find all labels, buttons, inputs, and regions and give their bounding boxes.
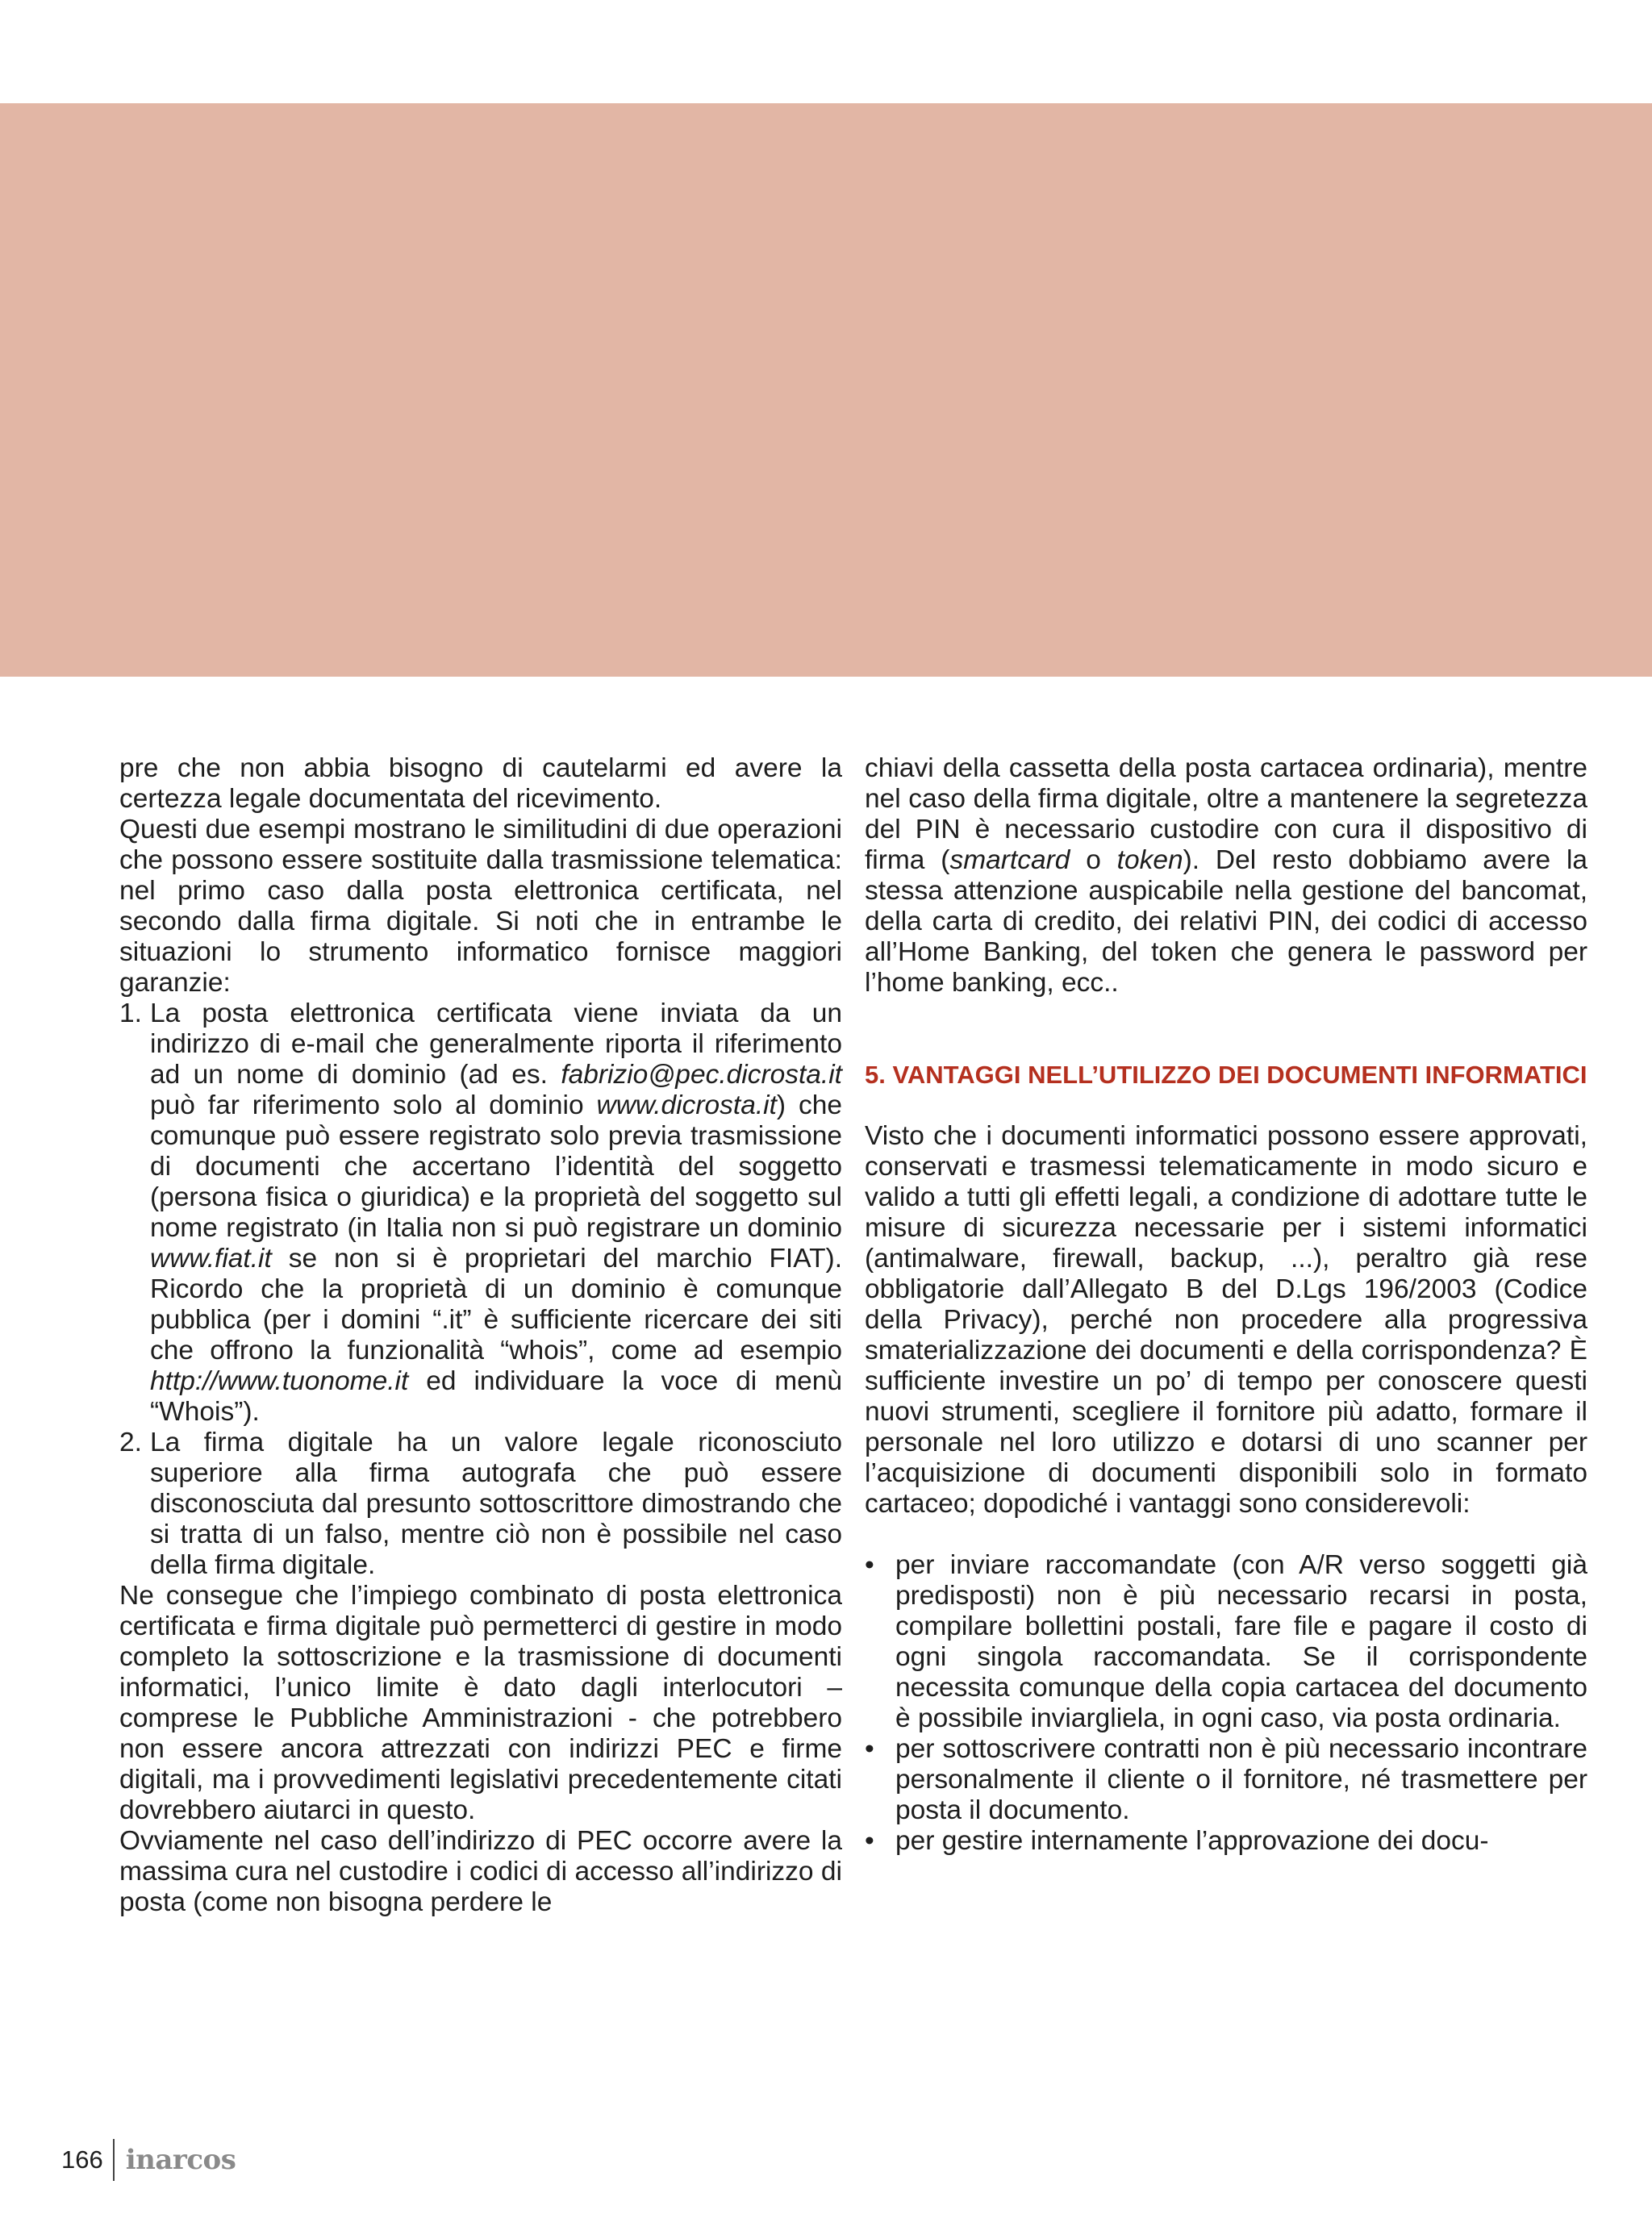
domain-example: www.dicrosta.it (596, 1090, 777, 1120)
item-text: se non si è proprietari del marchio FIAT). Ricordo che la proprietà di un dominio è comunque pubblica (per i domini “.it” è sufficiente ricercare dei siti che offrono la funzionalità “whois”, come ad esempio (150, 1244, 842, 1365)
numbered-list (119, 999, 842, 1581)
list-item (865, 1550, 1587, 1734)
paragraph-text: chiavi della cassetta della posta cartacea ordinaria), mentre nel caso della firma digitale, oltre a mantenere la segretezza del PIN è necessario custodire con cura il dispositivo di firma ( (865, 753, 1587, 875)
bullet-text: per sottoscrivere contratti non è più necessario incontrare personalmente il cliente o il fornitore, né trasmettere per posta il documento. (895, 1734, 1587, 1825)
bullet-text: per gestire internamente l’approvazione dei docu- (895, 1826, 1489, 1856)
paragraph-continuation (865, 753, 1587, 999)
paragraph-pec-care: Ovviamente nel caso dell’indirizzo di PEC occorre avere la massima cura nel custodire i codici di accesso all’indirizzo di posta (come non bisogna perdere le (119, 1826, 842, 1917)
list-marker: 1. (119, 999, 142, 1028)
brand-logo: inarcos (125, 2144, 236, 2176)
item-text: può far riferimento solo al dominio (150, 1090, 597, 1120)
list-item (865, 1734, 1587, 1826)
paragraph-examples: Questi due esempi mostrano le similitudini di due operazioni che possono essere sostituite dalla trasmissione telematica: nel primo caso dalla posta elettronica certificata, nel secondo dalla firma digitale. Si noti che in entrambe le situazioni lo strumento informatico fornisce maggiori garanzie: (119, 815, 842, 998)
list-marker: 2. (119, 1428, 142, 1457)
paragraph-text: ). Del resto dobbiamo avere la stessa attenzione auspicabile nella gestione del bancomat, della carta di credito, dei relativi PIN, dei codici di accesso all’Home Banking, del token che genera le password per l’home banking, ecc.. (865, 845, 1588, 998)
list-item-firma (119, 1428, 842, 1581)
left-column (119, 753, 842, 1918)
item-text: ) che comunque può essere registrato solo previa trasmissione di documenti che accertano l’identità del soggetto (persona fisica o giuridica) e la proprietà del soggetto sul nome registrato (in Italia non si può registrare un dominio (150, 1090, 842, 1243)
top-color-band (0, 103, 1652, 677)
item-text: ed individuare la voce di menù “Whois”). (150, 1366, 842, 1427)
section-heading: 5. VANTAGGI NELL’UTILIZZO DEI DOCUMENTI INFORMATICI (865, 1061, 1587, 1089)
bullet-marker: • (865, 1550, 874, 1580)
spacer (865, 1520, 1587, 1550)
list-item-pec (119, 999, 842, 1428)
email-example: fabrizio@pec.dicrosta.it (561, 1060, 842, 1090)
item-text: La posta elettronica certificata viene inviata da un indirizzo di e-mail che generalmente riporta il riferimento ad un nome di dominio (ad es. (150, 999, 842, 1090)
bullet-list (865, 1550, 1587, 1857)
item-text: La firma digitale ha un valore legale riconosciuto superiore alla firma autografa che può essere disconosciuta dal presunto sottoscrittore dimostrando che si tratta di un falso, mentre ciò non è possibile nel caso della firma digitale. (150, 1428, 842, 1580)
token-term: token (1116, 845, 1183, 875)
footer-divider (113, 2139, 115, 2181)
paragraph-text: o (1070, 845, 1117, 875)
page-footer (61, 2139, 236, 2181)
paragraph-visto: Visto che i documenti informatici possono essere approvati, conservati e trasmessi telematicamente in modo sicuro e valido a tutti gli effetti legali, a condizione di adottare tutte le misure di sicurezza necessarie per i sistemi informatici (antimalware, firewall, backup, ...), peraltro già rese obbligatorie dall’Allegato B del D.Lgs 196/2003 (Codice della Privacy), perché non procedere alla progressiva smaterializzazione dei documenti e della corrispondenza? È sufficiente investire un po’ di tempo per conoscere questi nuovi strumenti, scegliere il fornitore più adatto, formare il personale nel loro utilizzo e dotarsi di uno scanner per l’acquisizione di documenti disponibili solo in formato cartaceo; dopodiché i vantaggi sono considerevoli: (865, 1121, 1587, 1519)
bullet-marker: • (865, 1734, 874, 1764)
page-number: 166 (61, 2145, 103, 2174)
right-column (865, 753, 1587, 1857)
domain-example: www.fiat.it (150, 1244, 272, 1274)
paragraph-intro: pre che non abbia bisogno di cautelarmi ed avere la certezza legale documentata del ricevimento. (119, 753, 842, 814)
paragraph-consequence: Ne consegue che l’impiego combinato di posta elettronica certificata e firma digitale può permetterci di gestire in modo completo la sottoscrizione e la trasmissione di documenti informatici, l’unico limite è dato dagli interlocutori – comprese le Pubbliche Amministrazioni - che potrebbero non essere ancora attrezzati con indirizzi PEC e firme digitali, ma i provvedimenti legislativi precedentemente citati dovrebbero aiutarci in questo. (119, 1581, 842, 1825)
url-example: http://www.tuonome.it (150, 1366, 409, 1396)
smartcard-term: smartcard (949, 845, 1070, 875)
bullet-text: per inviare raccomandate (con A/R verso soggetti già predisposti) non è più necessario recarsi in posta, compilare bollettini postali, fare file e pagare il costo di ogni singola raccomandata. Se il corrispondente necessita comunque della copia cartacea del documento è possibile inviargliela, in ogni caso, via posta ordinaria. (895, 1550, 1587, 1733)
list-item (865, 1826, 1587, 1857)
bullet-marker: • (865, 1826, 874, 1856)
